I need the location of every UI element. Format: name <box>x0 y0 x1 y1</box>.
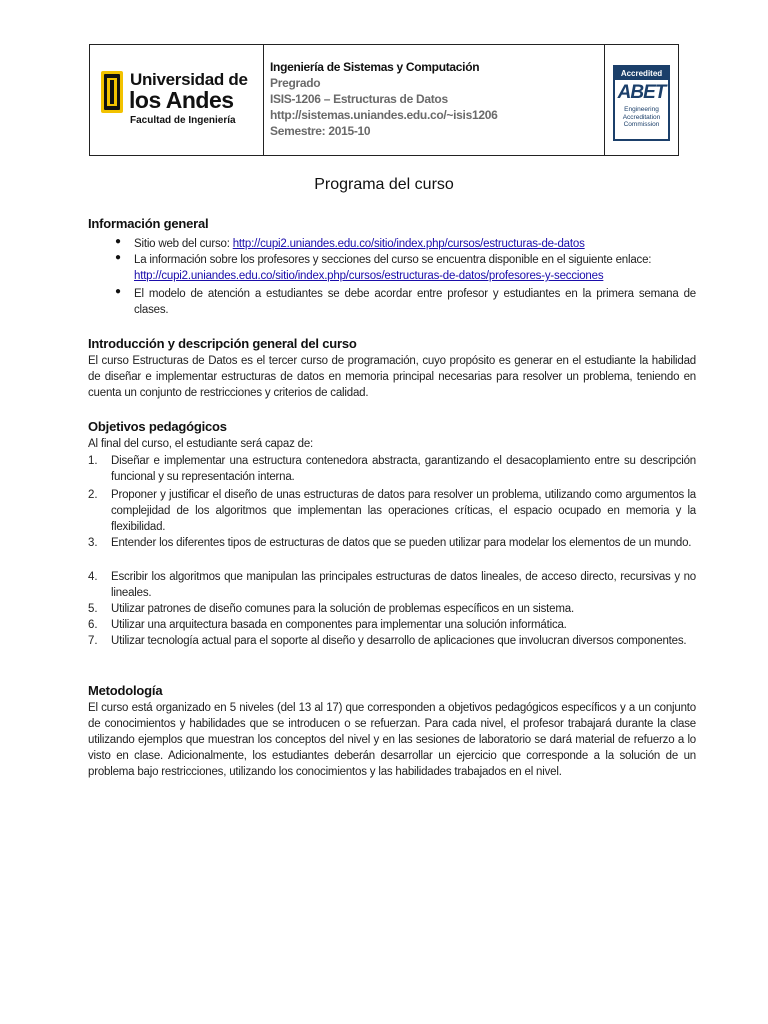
objectives-lead: Al final del curso, el estudiante será capaz de: <box>88 438 314 450</box>
objective-item: Utilizar patrones de diseño comunes para la solución de problemas específicos en un sistema. <box>111 603 574 615</box>
objective-number: 6. <box>88 619 98 631</box>
semester: Semestre: 2015-10 <box>270 124 371 138</box>
methodology-paragraph: El curso está organizado en 5 niveles (del 13 al 17) que corresponden a objetivos pedagógicos específicos y a un conjunto de conocimientos y habilidades que se introducen o se refuerzan. Para cada nivel, el profesor trabajará durante la clase utilizando ejemplos que muestran los conceptos del nivel y en las sesiones de laboratorio se dará material de refuerzo a lo visto en clase. Adicionalmente, los estudiantes deberán desarrollar un ejercicio que corresponde a la solución de un problema bajo restricciones, utilizando los conocimientos y las habilidades trabajados en el nivel. <box>88 702 696 778</box>
objective-item: Proponer y justificar el diseño de unas estructuras de datos para resolver un problema, utilizando como argumentos la complejidad de los algoritmos que implementan las operaciones críticas, el espacio ocupado en memoria y la flexibilidad. <box>111 489 696 533</box>
abet-logo: ABET <box>617 82 666 103</box>
course-url: http://sistemas.uniandes.edu.co/~isis1206 <box>270 108 498 122</box>
objective-number: 5. <box>88 603 98 615</box>
abet-subtitle-3: Commission <box>623 121 660 128</box>
accreditation-cell <box>605 45 678 155</box>
objective-number: 4. <box>88 571 98 583</box>
website-label: Sitio web del curso: <box>134 238 233 250</box>
abet-badge <box>613 65 670 141</box>
info-bullet-2 <box>0 252 768 284</box>
faculty-name: Facultad de Ingeniería <box>130 115 236 126</box>
course-code: ISIS-1206 – Estructuras de Datos <box>270 92 448 106</box>
intro-heading: Introducción y descripción general del curso <box>88 336 357 351</box>
methodology-heading: Metodología <box>88 683 163 698</box>
header-table <box>89 44 679 156</box>
bullet-icon: ● <box>115 286 122 297</box>
info-bullet-2-text <box>134 252 696 284</box>
university-name-line2: los Andes <box>129 87 234 113</box>
department-name: Ingeniería de Sistemas y Computación <box>270 60 480 74</box>
objectives-heading: Objetivos pedagógicos <box>88 419 227 434</box>
objective-number: 2. <box>88 489 98 501</box>
program-level: Pregrado <box>270 76 321 90</box>
intro-paragraph: El curso Estructuras de Datos es el tercer curso de programación, cuyo propósito es generar en el estudiante la habilidad de diseñar e implementar estructuras de datos en memoria principal necesarias para resolver un problema, teniendo en cuenta un conjunto de restricciones y criterios de calidad. <box>88 355 696 399</box>
university-logo <box>90 45 264 155</box>
abet-accredited-label: Accredited <box>615 67 668 80</box>
university-crest-icon <box>101 71 123 113</box>
info-heading: Información general <box>88 216 209 231</box>
objective-number: 3. <box>88 537 98 549</box>
objective-item: Escribir los algoritmos que manipulan las principales estructuras de datos lineales, de acceso directo, recursivas y no lineales. <box>111 571 696 599</box>
abet-subtitle-1: Engineering <box>624 106 659 113</box>
bullet-icon: ● <box>115 252 122 263</box>
course-website-link[interactable]: http://cupi2.uniandes.edu.co/sitio/index.php/cursos/estructuras-de-datos <box>232 238 585 250</box>
objective-number: 7. <box>88 635 98 647</box>
objective-number: 1. <box>88 455 98 467</box>
info-bullet-1 <box>0 236 768 252</box>
professors-sections-link[interactable]: http://cupi2.uniandes.edu.co/sitio/index.php/cursos/estructuras-de-datos/profesores-y-secciones <box>134 270 604 282</box>
abet-subtitle-2: Accreditation <box>622 113 661 121</box>
objective-item: Entender los diferentes tipos de estructuras de datos que se pueden utilizar para modelar los elementos de un mundo. <box>111 537 692 549</box>
page-title: Programa del curso <box>314 176 454 193</box>
objective-item: Utilizar tecnología actual para el soporte al diseño y desarrollo de aplicaciones que involucran diversos componentes. <box>111 635 687 647</box>
bullet-icon: ● <box>115 236 122 247</box>
info-bullet-3 <box>0 286 768 318</box>
professors-info-text: La información sobre los profesores y secciones del curso se encuentra disponible en el siguiente enlace: <box>134 254 652 266</box>
objective-item: Diseñar e implementar una estructura contenedora abstracta, garantizando el desacoplamiento entre su descripción funcional y su representación interna. <box>111 455 696 483</box>
info-bullet-1-text <box>134 236 696 252</box>
attention-model-text: El modelo de atención a estudiantes se debe acordar entre profesor y estudiantes en la primera semana de clases. <box>134 288 696 316</box>
university-name-line1: Universidad de <box>130 70 248 89</box>
course-info <box>264 45 605 155</box>
objective-item: Utilizar una arquitectura basada en componentes para implementar una solución informática. <box>111 619 567 631</box>
